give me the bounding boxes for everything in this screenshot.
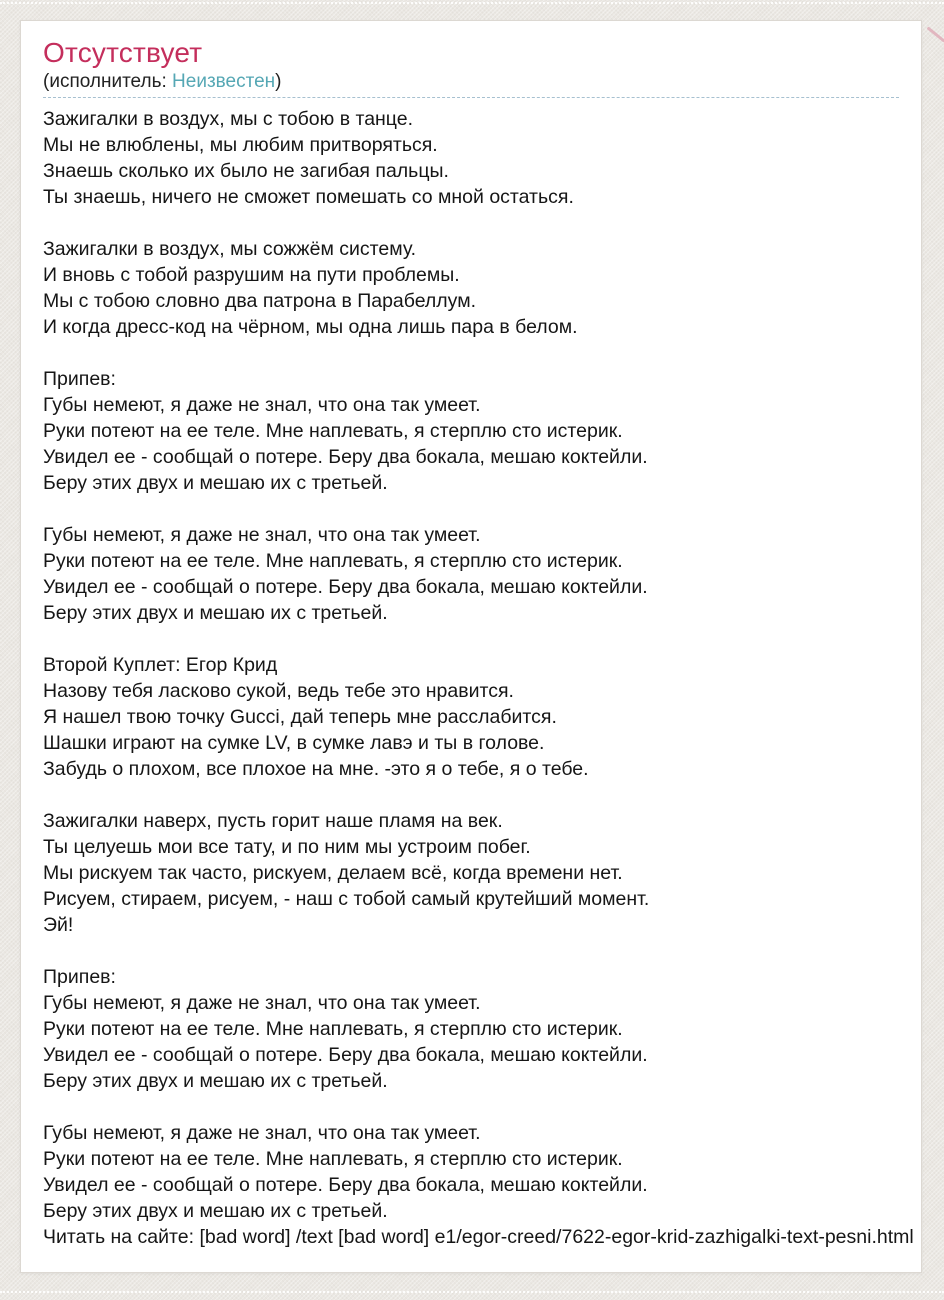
lyric-line: Губы немеют, я даже не знал, что она так умеет. [43,992,481,1014]
lyrics-block [43,106,914,1250]
page-title: Отсутствует [43,37,203,68]
lyric-line: Забудь о плохом, все плохое на мне. -это я о тебе, я о тебе. [43,758,589,780]
lyrics-card [20,20,922,1273]
lyric-line: Руки потеют на ее теле. Мне наплевать, я стерплю сто истерик. [43,1018,623,1040]
lyric-line: Второй Куплет: Егор Крид [43,654,278,676]
artist-line [43,71,899,93]
lyric-line: Беру этих двух и мешаю их с третьей. [43,602,388,624]
lyric-blank-line [43,1094,899,1120]
lyric-line: Эй! [43,914,74,936]
lyric-line: Читать на сайте: [bad word] /text [bad word] e1/egor-creed/7622-egor-krid-zazhigalki-text-pesni.html [43,1226,914,1248]
lyric-line: Руки потеют на ее теле. Мне наплевать, я стерплю сто истерик. [43,420,623,442]
lyric-line: Назову тебя ласково сукой, ведь тебе это нравится. [43,680,514,702]
lyric-blank-line [43,210,899,236]
lyric-line: И вновь с тобой разрушим на пути проблемы. [43,264,460,286]
lyric-line: Увидел ее - сообщай о потере. Беру два бокала, мешаю коктейли. [43,1044,648,1066]
lyric-line: Знаешь сколько их было не загибая пальцы. [43,160,449,182]
lyric-line: Увидел ее - сообщай о потере. Беру два бокала, мешаю коктейли. [43,1174,648,1196]
lyric-line: Мы с тобою словно два патрона в Парабеллум. [43,290,477,312]
lyric-line: Я нашел твою точку Gucci, дай теперь мне расслабится. [43,706,557,728]
artist-label-close: ) [275,71,282,92]
bottom-edge-dotted-line [0,1291,944,1293]
lyric-line: Беру этих двух и мешаю их с третьей. [43,1200,388,1222]
lyric-line: Увидел ее - сообщай о потере. Беру два бокала, мешаю коктейли. [43,446,648,468]
song-header [43,37,899,98]
lyric-line: Припев: [43,368,116,390]
lyric-line: Припев: [43,966,116,988]
lyric-line: И когда дресс-код на чёрном, мы одна лишь пара в белом. [43,316,578,338]
lyric-blank-line [43,938,899,964]
lyric-line: Рисуем, стираем, рисуем, - наш с тобой самый крутейший момент. [43,888,650,910]
lyric-blank-line [43,626,899,652]
lyric-blank-line [43,496,899,522]
lyric-blank-line [43,340,899,366]
lyric-line: Зажигалки в воздух, мы с тобою в танце. [43,108,414,130]
top-edge-dotted-line [0,2,944,4]
lyric-line: Зажигалки в воздух, мы сожжём систему. [43,238,417,260]
lyric-line: Руки потеют на ее теле. Мне наплевать, я стерплю сто истерик. [43,550,623,572]
lyric-line: Увидел ее - сообщай о потере. Беру два бокала, мешаю коктейли. [43,576,648,598]
lyric-line: Беру этих двух и мешаю их с третьей. [43,472,388,494]
lyric-line: Беру этих двух и мешаю их с третьей. [43,1070,388,1092]
lyric-line: Зажигалки наверх, пусть горит наше пламя на век. [43,810,503,832]
lyric-line: Ты знаешь, ничего не сможет помешать со мной остаться. [43,186,574,208]
lyric-line: Руки потеют на ее теле. Мне наплевать, я стерплю сто истерик. [43,1148,623,1170]
lyric-line: Губы немеют, я даже не знал, что она так умеет. [43,524,481,546]
lyric-line: Мы рискуем так часто, рискуем, делаем всё, когда времени нет. [43,862,623,884]
artist-label-open: (исполнитель: [43,71,167,92]
lyric-line: Мы не влюблены, мы любим притворяться. [43,134,438,156]
lyric-line: Губы немеют, я даже не знал, что она так умеет. [43,1122,481,1144]
lyric-line: Ты целуешь мои все тату, и по ним мы устроим побег. [43,836,531,858]
pink-ribbon-decoration [927,26,944,42]
lyric-line: Губы немеют, я даже не знал, что она так умеет. [43,394,481,416]
lyric-line: Шашки играют на сумке LV, в сумке лавэ и ты в голове. [43,732,545,754]
artist-link[interactable]: Неизвестен [172,71,276,92]
lyric-blank-line [43,782,899,808]
